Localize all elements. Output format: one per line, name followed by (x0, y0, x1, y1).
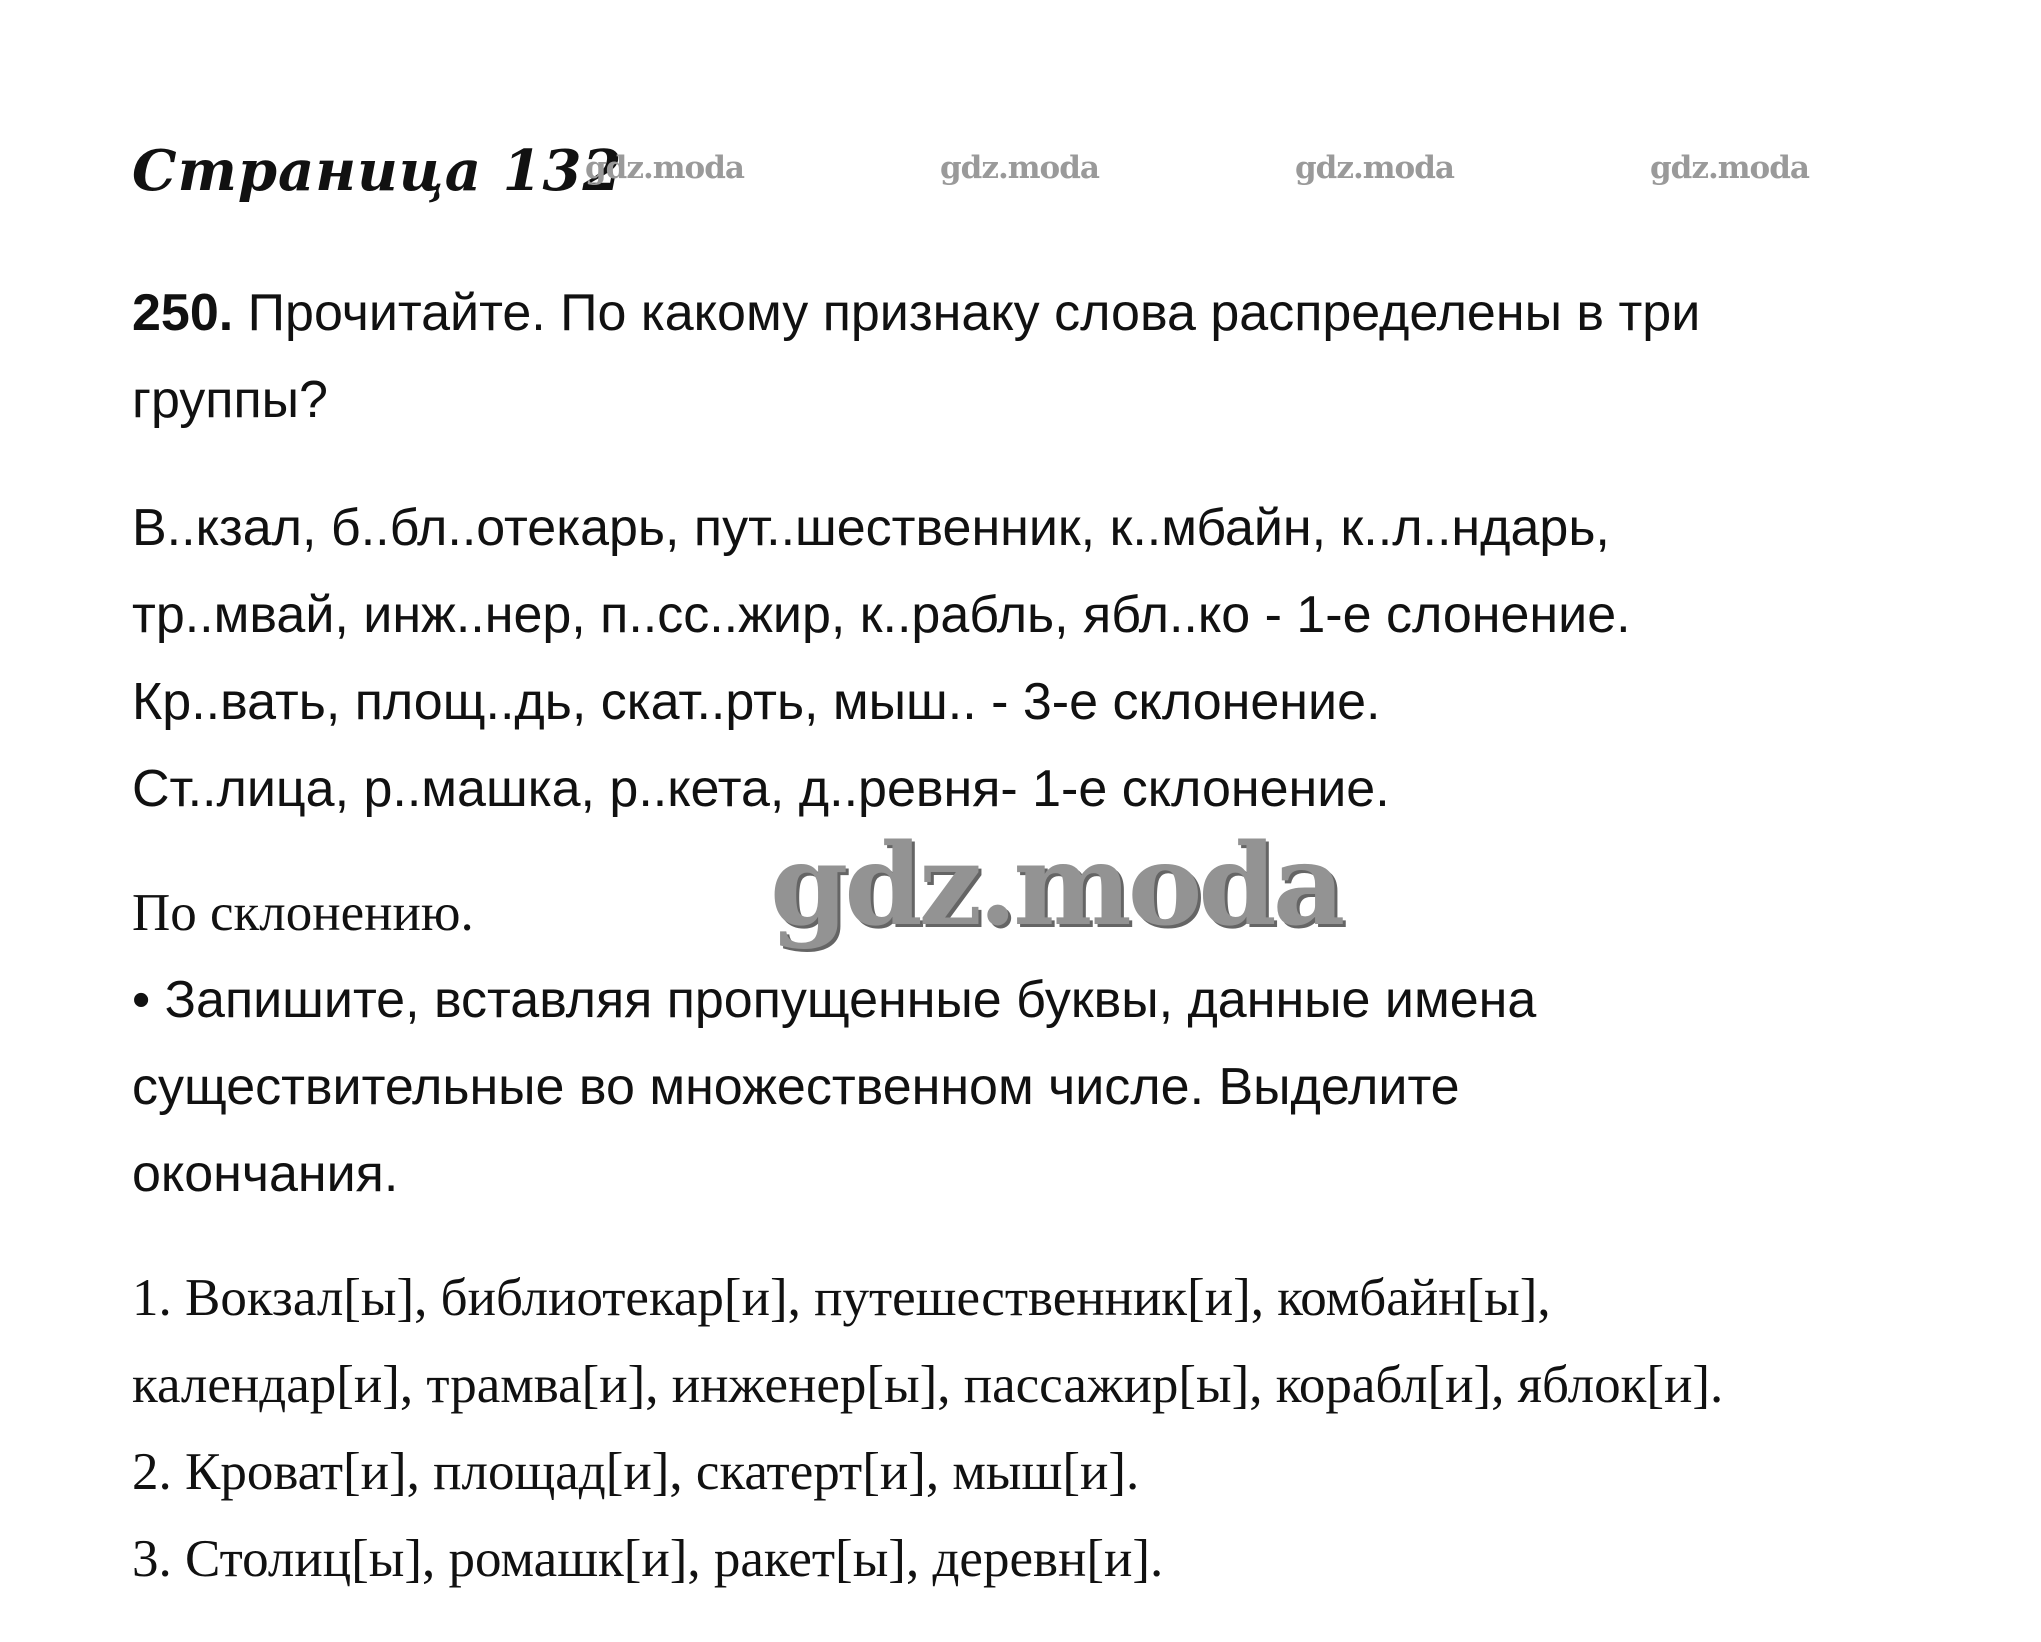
group-line-3: Кр..вать, площ..дь, скат..рть, мыш.. - 3-е склонение. (132, 673, 1381, 731)
watermark-main: gdz.moda (770, 820, 1342, 951)
solution-line-2: календар[и], трамва[и], инженер[ы], пассажир[ы], корабл[и], яблок[и]. (132, 1356, 1724, 1414)
answer-text: По склонению. (132, 884, 474, 942)
group-line-1: В..кзал, б..бл..отекарь, пут..шественник, к..мбайн, к..л..ндарь, (132, 499, 1610, 557)
solution-line-3: 2. Кроват[и], площад[и], скатерт[и], мыш[и]. (132, 1443, 1140, 1501)
exercise-number: 250. (132, 284, 234, 342)
group-line-2: тр..мвай, инж..нер, п..сс..жир, к..рабль, ябл..ко - 1-е слонение. (132, 586, 1631, 644)
task-line-3: окончания. (132, 1145, 399, 1203)
task-line-2: существительные во множественном числе. Выделите (132, 1058, 1460, 1116)
question-line-2: группы? (132, 371, 328, 429)
watermark-1: gdz.moda (585, 150, 744, 186)
task-line-1: • Запишите, вставляя пропущенные буквы, данные имена (132, 971, 1537, 1029)
watermark-2: gdz.moda (940, 150, 1099, 186)
watermark-4: gdz.moda (1650, 150, 1809, 186)
question-line-1 (132, 270, 1700, 357)
watermark-3: gdz.moda (1295, 150, 1454, 186)
solution-line-4: 3. Столиц[ы], ромашк[и], ракет[ы], деревн[и]. (132, 1530, 1164, 1588)
question-text-1: Прочитайте. По какому признаку слова распределены в три (247, 284, 1701, 342)
solution-line-1: 1. Вокзал[ы], библиотекар[и], путешественник[и], комбайн[ы], (132, 1269, 1551, 1327)
page-title: Страница 132 (132, 138, 623, 204)
group-line-4: Ст..лица, р..машка, р..кета, д..ревня- 1-е склонение. (132, 760, 1390, 818)
